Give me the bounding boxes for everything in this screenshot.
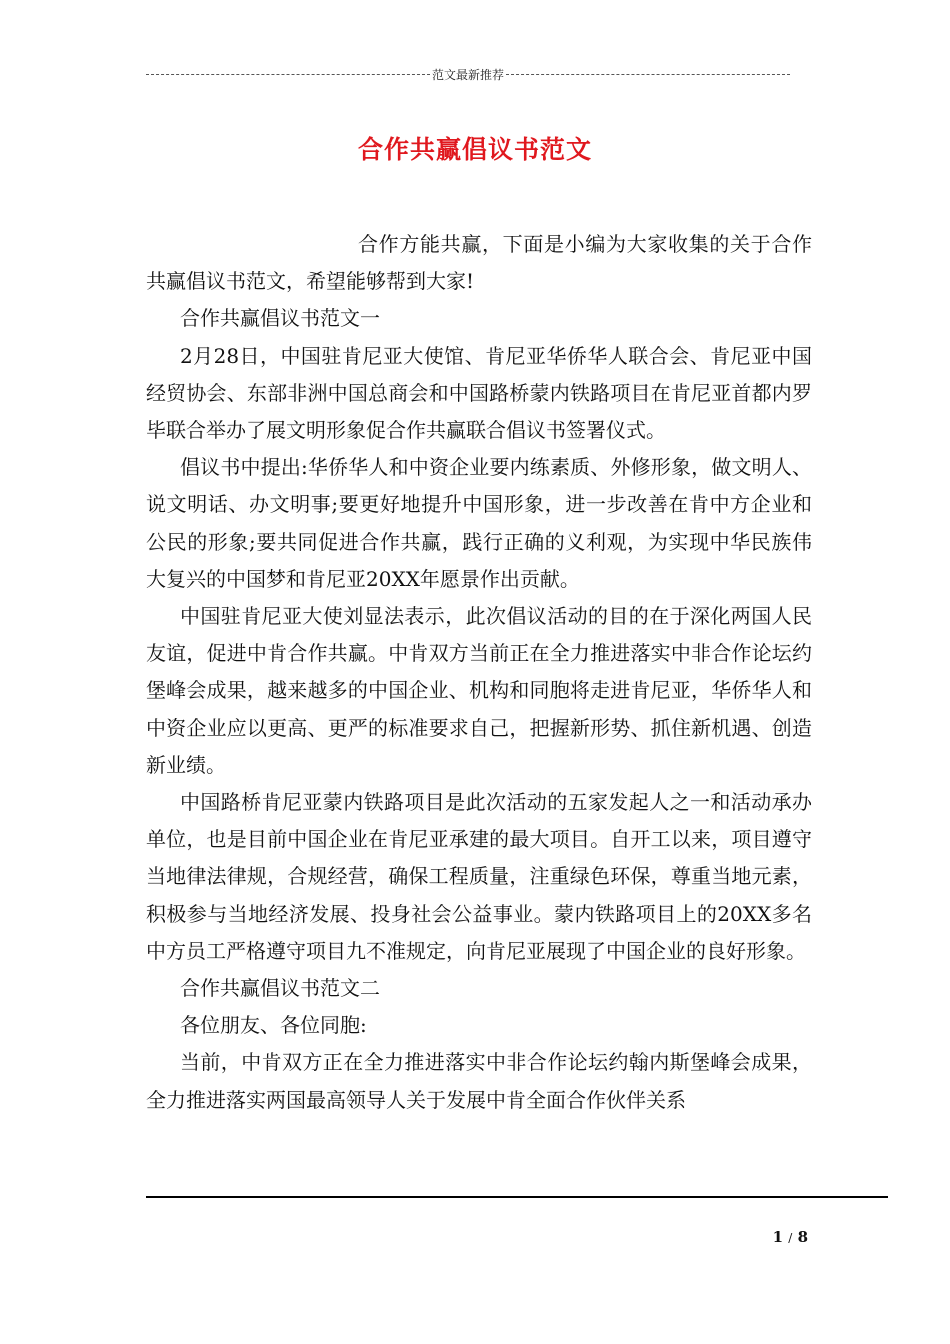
header-dash-left <box>146 74 430 75</box>
body-paragraph: 2月28日，中国驻肯尼亚大使馆、肯尼亚华侨华人联合会、肯尼亚中国经贸协会、东部非洲中国总商会和中国路桥蒙内铁路项目在肯尼亚首都内罗毕联合举办了展文明形象促合作共赢联合倡议书签署仪式。 <box>146 343 812 443</box>
page-separator: / <box>788 1231 793 1245</box>
page-number <box>773 1228 808 1246</box>
document-body <box>146 226 812 1119</box>
section-heading-one: 合作共赢倡议书范文一 <box>180 306 380 331</box>
page-total: 8 <box>797 1228 808 1246</box>
body-paragraph: 倡议书中提出:华侨华人和中资企业要内练素质、外修形象，做文明人、说文明话、办文明事;要更好地提升中国形象，进一步改善在肯中方企业和公民的形象;要共同促进合作共赢，践行正确的义利观，为实现中华民族伟大复兴的中国梦和肯尼亚20XX年愿景作出贡献。 <box>146 455 812 591</box>
document-title: 合作共赢倡议书范文 <box>357 135 592 164</box>
page-header <box>146 66 790 83</box>
header-dash-right <box>506 74 790 75</box>
salutation: 各位朋友、各位同胞: <box>180 1013 367 1038</box>
section-heading-two: 合作共赢倡议书范文二 <box>180 976 380 1001</box>
body-paragraph: 中国路桥肯尼亚蒙内铁路项目是此次活动的五家发起人之一和活动承办单位，也是目前中国企业在肯尼亚承建的最大项目。自开工以来，项目遵守当地律法律规，合规经营，确保工程质量，注重绿色环保，尊重当地元素，积极参与当地经济发展、投身社会公益事业。蒙内铁路项目上的20XX多名中方员工严格遵守项目九不准规定，向肯尼亚展现了中国企业的良好形象。 <box>146 790 812 963</box>
page-current: 1 <box>772 1228 784 1246</box>
intro-paragraph: 合作方能共赢，下面是小编为大家收集的关于合作共赢倡议书范文，希望能够帮到大家! <box>146 232 812 294</box>
footer-rule <box>146 1196 888 1198</box>
header-label: 范文最新推荐 <box>432 68 505 82</box>
body-paragraph: 当前，中肯双方正在全力推进落实中非合作论坛约翰内斯堡峰会成果，全力推进落实两国最高领导人关于发展中肯全面合作伙伴关系 <box>146 1050 812 1112</box>
body-paragraph: 中国驻肯尼亚大使刘显法表示，此次倡议活动的目的在于深化两国人民友谊，促进中肯合作共赢。中肯双方当前正在全力推进落实中非合作论坛约堡峰会成果，越来越多的中国企业、机构和同胞将走进肯尼亚，华侨华人和中资企业应以更高、更严的标准要求自己，把握新形势、抓住新机遇、创造新业绩。 <box>146 604 812 777</box>
